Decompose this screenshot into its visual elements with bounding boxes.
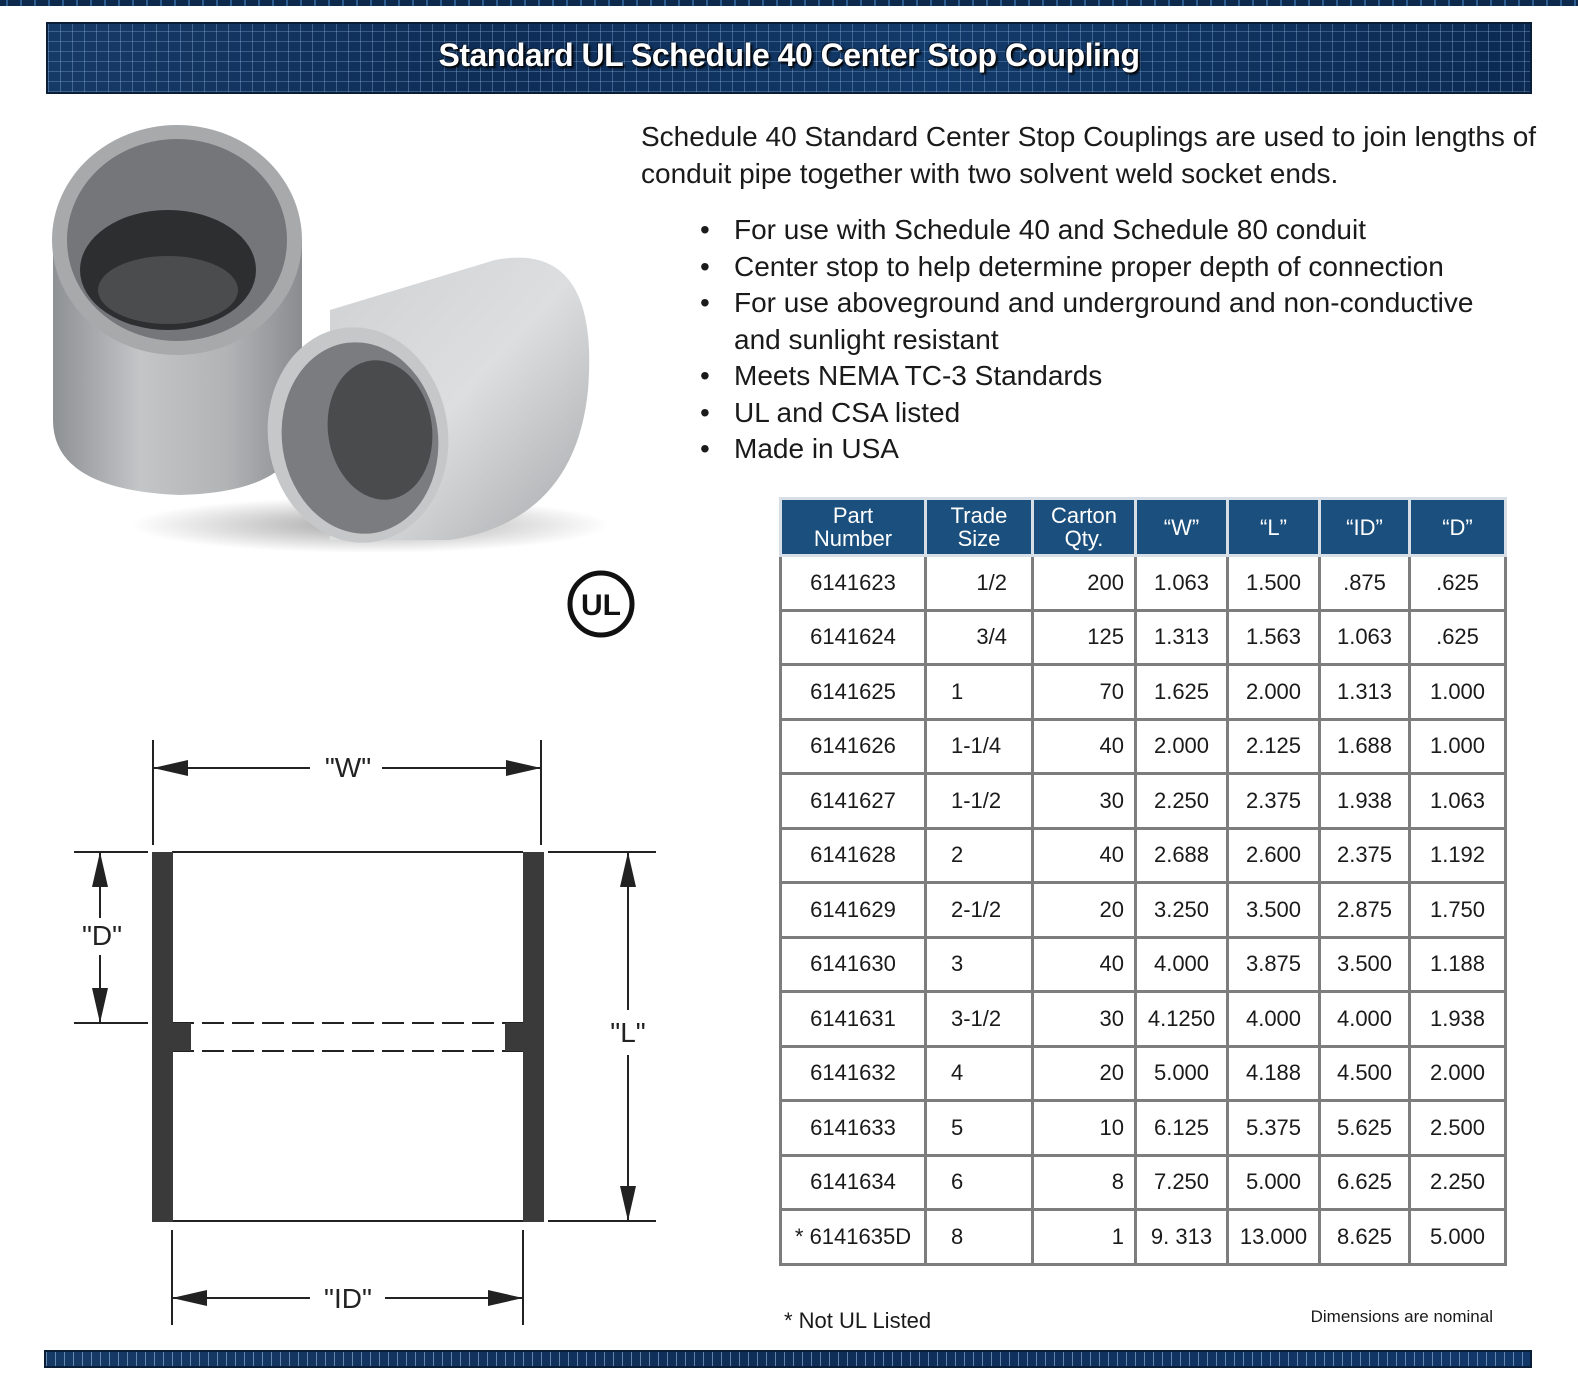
feature-item: • Meets NEMA TC-3 Standards — [700, 358, 1520, 395]
cell-part: 6141630 — [781, 937, 926, 992]
cell-part: 6141623 — [781, 556, 926, 611]
cell-l: 5.000 — [1228, 1155, 1320, 1210]
cell-w: 6.125 — [1136, 1101, 1228, 1156]
table-row — [781, 719, 1506, 774]
cell-w: 1.625 — [1136, 665, 1228, 720]
cell-id: 4.500 — [1320, 1046, 1410, 1101]
cell-part: 6141625 — [781, 665, 926, 720]
cell-l: 1.563 — [1228, 610, 1320, 665]
cell-l: 4.000 — [1228, 992, 1320, 1047]
header-part-number: Part Number — [781, 499, 926, 556]
cell-trade: 3/4 — [926, 610, 1033, 665]
cell-trade: 3 — [926, 937, 1033, 992]
cell-w: 1.313 — [1136, 610, 1228, 665]
cell-trade: 8 — [926, 1210, 1033, 1265]
cell-carton: 8 — [1033, 1155, 1136, 1210]
table-row — [781, 556, 1506, 611]
header-carton-qty: Carton Qty. — [1033, 499, 1136, 556]
cell-trade: 2-1/2 — [926, 883, 1033, 938]
cell-id: 1.688 — [1320, 719, 1410, 774]
cell-l: 2.600 — [1228, 828, 1320, 883]
table-row — [781, 1210, 1506, 1265]
cell-d: 2.000 — [1410, 1046, 1506, 1101]
top-decorative-strip — [0, 0, 1578, 6]
table-row — [781, 1155, 1506, 1210]
table-row — [781, 883, 1506, 938]
cell-id: 1.313 — [1320, 665, 1410, 720]
cell-carton: 20 — [1033, 883, 1136, 938]
cell-part: * 6141635D — [781, 1210, 926, 1265]
cell-id: 1.938 — [1320, 774, 1410, 829]
cell-d: 1.000 — [1410, 665, 1506, 720]
feature-item: • Center stop to help determine proper depth of connection — [700, 249, 1520, 286]
cell-l: 1.500 — [1228, 556, 1320, 611]
cell-w: 2.688 — [1136, 828, 1228, 883]
table-row — [781, 937, 1506, 992]
cell-w: 7.250 — [1136, 1155, 1228, 1210]
cell-l: 2.375 — [1228, 774, 1320, 829]
feature-item: • UL and CSA listed — [700, 395, 1520, 432]
cell-carton: 70 — [1033, 665, 1136, 720]
cell-w: 3.250 — [1136, 883, 1228, 938]
dimensions-nominal-note: Dimensions are nominal — [1310, 1307, 1493, 1326]
spec-table — [779, 497, 1507, 1266]
cell-trade: 4 — [926, 1046, 1033, 1101]
cell-l: 2.125 — [1228, 719, 1320, 774]
table-row — [781, 774, 1506, 829]
cell-w: 2.250 — [1136, 774, 1228, 829]
cell-l: 2.000 — [1228, 665, 1320, 720]
cell-l: 3.875 — [1228, 937, 1320, 992]
cell-part: 6141633 — [781, 1101, 926, 1156]
not-ul-listed-footnote: * Not UL Listed — [784, 1308, 932, 1333]
feature-list — [700, 212, 1520, 468]
cell-id: 8.625 — [1320, 1210, 1410, 1265]
header-trade-size: Trade Size — [926, 499, 1033, 556]
cell-trade: 2 — [926, 828, 1033, 883]
cell-l: 5.375 — [1228, 1101, 1320, 1156]
coupling-dimension-diagram — [70, 735, 670, 1335]
table-row — [781, 828, 1506, 883]
cell-part: 6141627 — [781, 774, 926, 829]
id-dimension-label: "ID" — [324, 1283, 372, 1314]
table-row — [781, 610, 1506, 665]
cell-w: 2.000 — [1136, 719, 1228, 774]
cell-carton: 125 — [1033, 610, 1136, 665]
cell-w: 9. 313 — [1136, 1210, 1228, 1265]
cell-d: 1.063 — [1410, 774, 1506, 829]
cell-d: 1.192 — [1410, 828, 1506, 883]
table-header-row — [781, 499, 1506, 556]
cell-trade: 5 — [926, 1101, 1033, 1156]
cell-carton: 30 — [1033, 992, 1136, 1047]
intro-paragraph: Schedule 40 Standard Center Stop Couplings are used to join lengths of conduit pipe together with two solvent weld socket ends. — [641, 121, 1537, 189]
cell-carton: 200 — [1033, 556, 1136, 611]
cell-d: 5.000 — [1410, 1210, 1506, 1265]
cell-part: 6141631 — [781, 992, 926, 1047]
cell-d: .625 — [1410, 556, 1506, 611]
cell-trade: 1 — [926, 665, 1033, 720]
table-row — [781, 1046, 1506, 1101]
table-row — [781, 992, 1506, 1047]
bottom-decorative-strip — [44, 1350, 1532, 1368]
cell-trade: 1-1/4 — [926, 719, 1033, 774]
spec-table-container — [779, 497, 1507, 1266]
header-d: “D” — [1410, 499, 1506, 556]
table-row — [781, 665, 1506, 720]
cell-trade: 1/2 — [926, 556, 1033, 611]
cell-id: 1.063 — [1320, 610, 1410, 665]
cell-w: 1.063 — [1136, 556, 1228, 611]
page-title: Standard UL Schedule 40 Center Stop Coupling — [438, 37, 1140, 73]
cell-id: 6.625 — [1320, 1155, 1410, 1210]
cell-d: 2.250 — [1410, 1155, 1506, 1210]
cell-d: 1.000 — [1410, 719, 1506, 774]
cell-trade: 3-1/2 — [926, 992, 1033, 1047]
coupling-product-image — [40, 120, 620, 560]
cell-part: 6141628 — [781, 828, 926, 883]
cell-id: 5.625 — [1320, 1101, 1410, 1156]
feature-item: • Made in USA — [700, 431, 1520, 468]
table-row — [781, 1101, 1506, 1156]
cell-carton: 10 — [1033, 1101, 1136, 1156]
feature-item: • For use aboveground and underground and non-conductive and sunlight resistant — [700, 285, 1520, 358]
ul-mark-text: UL — [581, 589, 621, 622]
cell-part: 6141632 — [781, 1046, 926, 1101]
cell-id: 4.000 — [1320, 992, 1410, 1047]
cell-carton: 1 — [1033, 1210, 1136, 1265]
cell-carton: 40 — [1033, 937, 1136, 992]
cell-w: 5.000 — [1136, 1046, 1228, 1101]
cell-trade: 1-1/2 — [926, 774, 1033, 829]
cell-d: 1.188 — [1410, 937, 1506, 992]
cell-part: 6141634 — [781, 1155, 926, 1210]
cell-part: 6141629 — [781, 883, 926, 938]
cell-id: 2.375 — [1320, 828, 1410, 883]
cell-l: 3.500 — [1228, 883, 1320, 938]
header-id: “ID” — [1320, 499, 1410, 556]
cell-part: 6141626 — [781, 719, 926, 774]
cell-l: 4.188 — [1228, 1046, 1320, 1101]
cell-carton: 40 — [1033, 828, 1136, 883]
ul-listed-icon — [565, 568, 637, 640]
cell-carton: 30 — [1033, 774, 1136, 829]
cell-id: 3.500 — [1320, 937, 1410, 992]
cell-w: 4.1250 — [1136, 992, 1228, 1047]
cell-trade: 6 — [926, 1155, 1033, 1210]
cell-d: 2.500 — [1410, 1101, 1506, 1156]
l-dimension-label: "L" — [610, 1017, 646, 1048]
cell-carton: 40 — [1033, 719, 1136, 774]
feature-item: • For use with Schedule 40 and Schedule 80 conduit — [700, 212, 1520, 249]
cell-id: 2.875 — [1320, 883, 1410, 938]
cell-carton: 20 — [1033, 1046, 1136, 1101]
cell-w: 4.000 — [1136, 937, 1228, 992]
cell-d: 1.750 — [1410, 883, 1506, 938]
w-dimension-label: "W" — [324, 752, 372, 783]
cell-d: .625 — [1410, 610, 1506, 665]
cell-id: .875 — [1320, 556, 1410, 611]
cell-part: 6141624 — [781, 610, 926, 665]
cell-l: 13.000 — [1228, 1210, 1320, 1265]
d-dimension-label: "D" — [81, 920, 123, 951]
cell-d: 1.938 — [1410, 992, 1506, 1047]
header-w: “W” — [1136, 499, 1228, 556]
header-l: “L” — [1228, 499, 1320, 556]
title-banner — [46, 22, 1532, 94]
